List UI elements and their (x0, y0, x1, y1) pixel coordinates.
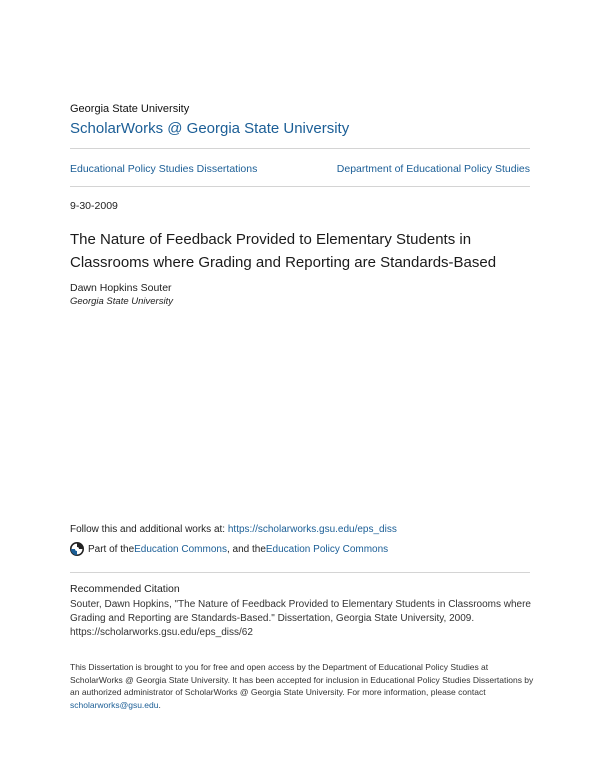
document-title: The Nature of Feedback Provided to Elementary Students in Classrooms where Grading and Reporting are Standards-Based (70, 231, 497, 271)
disclaimer-text: This Dissertation is brought to you for free and open access by the Department of Educational Policy Studies at ScholarWorks @ Georgia State University. It has been accepted for inclusion in Educational Policy Studies Dissertations by an authorized administrator of ScholarWorks @ Georgia State University. For more information, please contact (70, 662, 534, 697)
follow-prefix: Follow this and additional works at: (70, 524, 228, 535)
citation-block (70, 598, 540, 640)
collection-url-link[interactable]: https://scholarworks.gsu.edu/eps_diss (227, 524, 397, 535)
education-policy-commons-link[interactable]: Education Policy Commons (265, 543, 389, 555)
divider-middle (70, 186, 530, 187)
citation-url: https://scholarworks.gsu.edu/eps_diss/62 (70, 627, 253, 638)
author-affiliation: Georgia State University (70, 296, 173, 307)
divider-top (70, 148, 530, 149)
institution-name: Georgia State University (70, 103, 190, 115)
citation-heading: Recommended Citation (70, 583, 180, 595)
repository-link[interactable]: ScholarWorks @ Georgia State University (70, 120, 350, 137)
part-of-middle: , and the (226, 543, 266, 555)
divider-citation (70, 572, 530, 573)
access-disclaimer (70, 661, 540, 711)
author-name: Dawn Hopkins Souter (70, 282, 172, 294)
collection-link[interactable]: Educational Policy Studies Dissertations (70, 163, 258, 175)
part-of-line (70, 542, 388, 556)
disclaimer-suffix: . (158, 699, 161, 710)
education-commons-link[interactable]: Education Commons (134, 543, 227, 555)
citation-text: Souter, Dawn Hopkins, "The Nature of Feedback Provided to Elementary Students in Classrooms where Grading and Reporting are Standards-Based." Dissertation, Georgia State University, 2009. (70, 599, 531, 624)
contact-email-link[interactable]: scholarworks@gsu.edu (70, 699, 159, 710)
follow-line (70, 524, 397, 535)
department-link[interactable]: Department of Educational Policy Studies (336, 163, 530, 175)
publication-date: 9-30-2009 (70, 200, 118, 212)
commons-network-icon (70, 542, 84, 556)
part-of-prefix: Part of the (88, 543, 135, 555)
